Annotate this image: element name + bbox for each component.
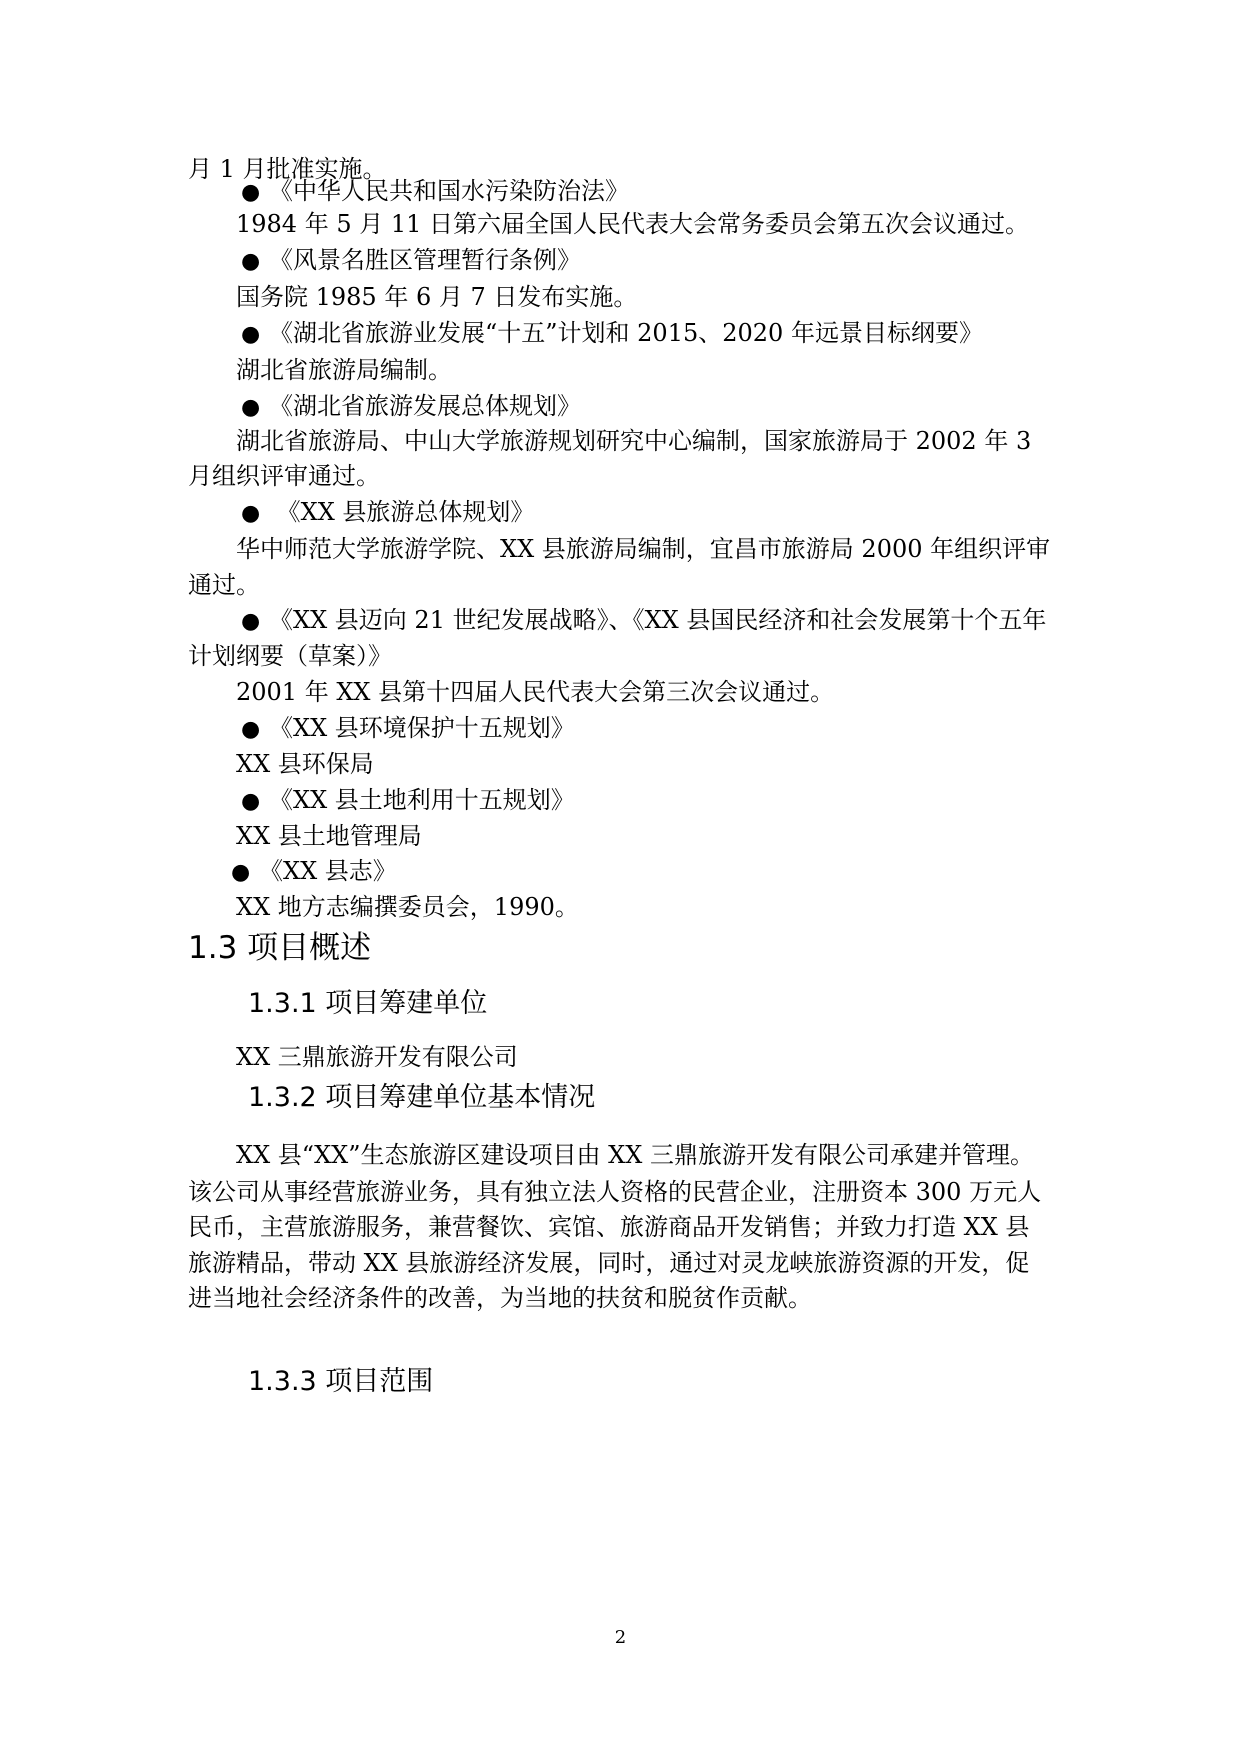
- bullet-item: [241, 176, 629, 208]
- bullet-item: [241, 713, 575, 745]
- bullet-text: 《风景名胜区管理暂行条例》: [269, 246, 581, 274]
- text-line: XX 县“XX”生态旅游区建设项目由 XX 三鼎旅游开发有限公司承建并管理。: [236, 1141, 1034, 1169]
- bullet-text: 《XX 县迈向 21 世纪发展战略》、《XX 县国民经济和社会发展第十个五年: [269, 606, 1047, 634]
- page-number: 2: [614, 1627, 627, 1648]
- text-line: 1984 年 5 月 11 日第六届全国人民代表大会常务委员会第五次会议通过。: [236, 210, 1030, 238]
- text-line: 该公司从事经营旅游业务，具有独立法人资格的民营企业，注册资本 300 万元人: [188, 1178, 1042, 1206]
- bullet-icon: ●: [241, 717, 261, 742]
- bullet-icon: ●: [231, 860, 251, 885]
- bullet-icon: ●: [241, 789, 261, 814]
- bullet-text: 《湖北省旅游业发展“十五”计划和 2015、2020 年远景目标纲要》: [269, 319, 983, 347]
- text-line: 民币，主营旅游服务，兼营餐饮、宾馆、旅游商品开发销售；并致力打造 XX 县: [188, 1213, 1030, 1241]
- bullet-text: 《XX 县土地利用十五规划》: [269, 786, 575, 814]
- bullet-icon: ●: [241, 180, 261, 205]
- bullet-text: 《中华人民共和国水污染防治法》: [269, 177, 629, 205]
- bullet-item: [241, 318, 983, 350]
- text-line: 旅游精品，带动 XX 县旅游经济发展，同时，通过对灵龙峡旅游资源的开发，促: [188, 1249, 1030, 1277]
- bullet-icon: ●: [241, 501, 261, 526]
- bullet-icon: ●: [241, 322, 261, 347]
- text-line: 湖北省旅游局、中山大学旅游规划研究中心编制，国家旅游局于 2002 年 3: [236, 427, 1032, 455]
- bullet-item: [241, 245, 581, 277]
- bullet-text: 《湖北省旅游发展总体规划》: [269, 392, 581, 420]
- text-line: XX 地方志编撰委员会，1990。: [236, 893, 579, 921]
- bullet-item: [241, 785, 575, 817]
- text-line: 2001 年 XX 县第十四届人民代表大会第三次会议通过。: [236, 678, 835, 706]
- bullet-text: 《XX 县志》: [259, 857, 397, 885]
- text-line: XX 县土地管理局: [236, 822, 422, 850]
- text-line: 月 1 月批准实施。: [188, 155, 387, 183]
- text-line: 华中师范大学旅游学院、XX 县旅游局编制，宜昌市旅游局 2000 年组织评审: [236, 535, 1051, 563]
- text-line: 通过。: [188, 571, 260, 599]
- bullet-item: [231, 856, 397, 888]
- text-line: 湖北省旅游局编制。: [236, 356, 452, 384]
- bullet-text: 《XX 县旅游总体规划》: [269, 498, 535, 526]
- bullet-icon: ●: [241, 249, 261, 274]
- text-line: 国务院 1985 年 6 月 7 日发布实施。: [236, 283, 638, 311]
- text-line: XX 三鼎旅游开发有限公司: [236, 1043, 518, 1071]
- section-heading-1-3: 1.3 项目概述: [188, 930, 372, 966]
- bullet-item: [241, 391, 581, 423]
- bullet-item: [241, 605, 1046, 637]
- text-line: 月组织评审通过。: [188, 462, 380, 490]
- bullet-icon: ●: [241, 609, 261, 634]
- bullet-icon: ●: [241, 395, 261, 420]
- bullet-text: 《XX 县环境保护十五规划》: [269, 714, 575, 742]
- text-line: 进当地社会经济条件的改善，为当地的扶贫和脱贫作贡献。: [188, 1284, 812, 1312]
- text-line: XX 县环保局: [236, 750, 374, 778]
- bullet-item: [241, 497, 534, 529]
- section-heading-1-3-1: 1.3.1 项目筹建单位: [248, 988, 488, 1019]
- section-heading-1-3-3: 1.3.3 项目范围: [248, 1366, 434, 1397]
- section-heading-1-3-2: 1.3.2 项目筹建单位基本情况: [248, 1082, 596, 1113]
- text-line: 计划纲要（草案）》: [188, 642, 392, 670]
